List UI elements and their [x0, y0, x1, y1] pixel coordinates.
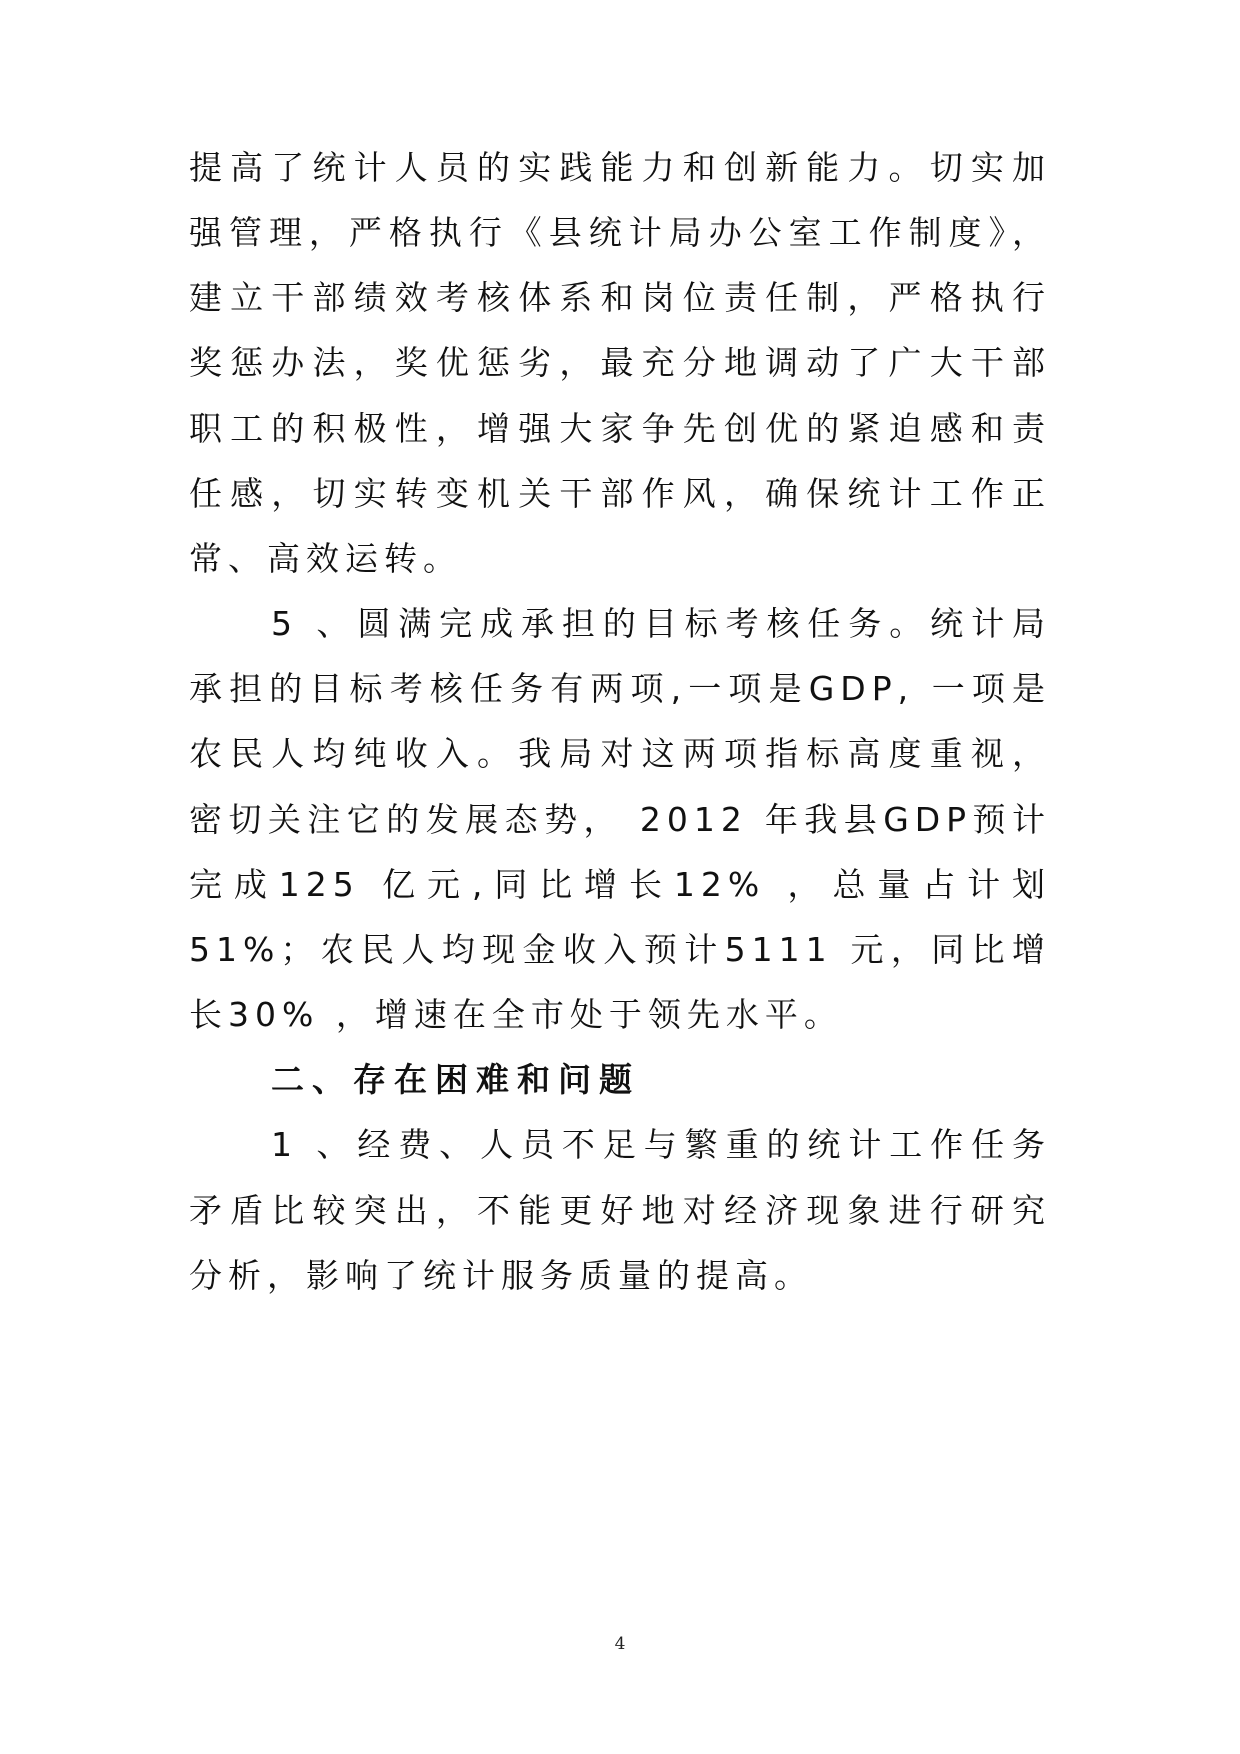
paragraph-1-line-4: 奖惩办法，奖优惩劣，最充分地调动了广大干部 [189, 343, 1051, 382]
paragraph-2-line-2: 承担的目标考核任务有两项,一项是GDP, 一项是 [189, 669, 1051, 708]
paragraph-2-line-6: 51%；农民人均现金收入预计5111 元，同比增 [189, 930, 1051, 969]
paragraph-1-line-6: 任感，切实转变机关干部作风，确保统计工作正 [189, 474, 1051, 513]
paragraph-3-line-1: 1 、经费、人员不足与繁重的统计工作任务 [271, 1125, 1051, 1164]
paragraph-2-line-1: 5 、圆满完成承担的目标考核任务。统计局 [271, 604, 1051, 643]
paragraph-2-line-3: 农民人均纯收入。我局对这两项指标高度重视， [189, 734, 1051, 773]
paragraph-1-line-5: 职工的积极性，增强大家争先创优的紧迫感和责 [189, 409, 1051, 448]
paragraph-1-line-7: 常、高效运转。 [189, 539, 462, 578]
paragraph-2-line-4: 密切关注它的发展态势， 2012 年我县GDP预计 [189, 800, 1051, 839]
page-number: 4 [614, 1634, 626, 1654]
paragraph-3-line-3: 分析，影响了统计服务质量的提高。 [189, 1256, 813, 1295]
section-heading: 二、存在困难和问题 [271, 1060, 640, 1099]
paragraph-2-line-5: 完成125 亿元,同比增长12% ，总量占计划 [189, 865, 1051, 904]
paragraph-1-line-1: 提高了统计人员的实践能力和创新能力。切实加 [189, 148, 1051, 187]
paragraph-1-line-3: 建立干部绩效考核体系和岗位责任制，严格执行 [189, 278, 1051, 317]
paragraph-1-line-2: 强管理，严格执行《县统计局办公室工作制度》， [189, 213, 1051, 252]
paragraph-2-line-7: 长30% ，增速在全市处于领先水平。 [189, 995, 843, 1034]
paragraph-3-line-2: 矛盾比较突出，不能更好地对经济现象进行研究 [189, 1191, 1051, 1230]
